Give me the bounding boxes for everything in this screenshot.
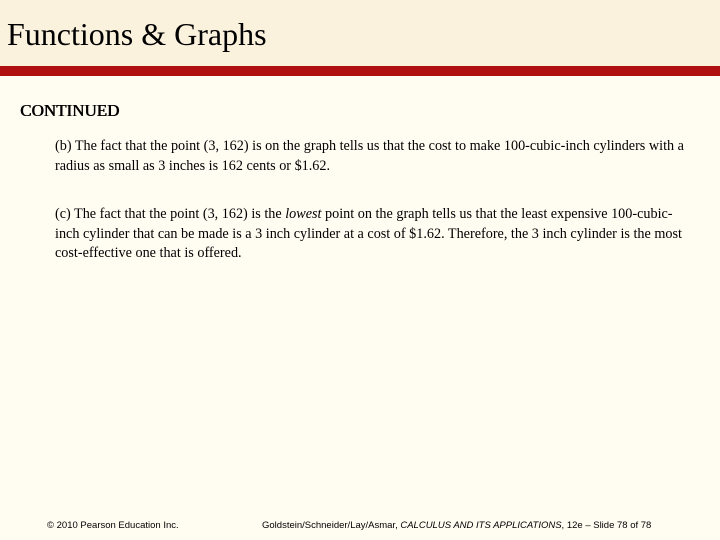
paragraph-b: (b) The fact that the point (3, 162) is on the graph tells us that the cost to make 100-cubic-inch cylinders with a radius as small as 3 inches is 162 cents or $1.62. [55, 138, 684, 174]
footer-book-title: CALCULUS AND ITS APPLICATIONS [400, 520, 562, 531]
paragraph-c [55, 205, 685, 264]
footer-copyright: © 2010 Pearson Education Inc. [47, 520, 179, 531]
footer-citation [262, 520, 651, 531]
accent-rule [0, 66, 720, 76]
section-heading: CONTINUED [20, 101, 120, 120]
footer-slide-number: , 12e – Slide 78 of 78 [561, 520, 652, 531]
paragraph-c-start: (c) The fact that the point (3, 162) is the [55, 206, 286, 222]
paragraph-c-end: point on the graph tells us that the least expensive 100-cubic-inch cylinder that can be made is a 3 inch cylinder at a cost of $1.62. Therefore, the 3 inch cylinder is the most cost-effective one that is offered. [55, 206, 682, 261]
slide-title: Functions & Graphs [7, 16, 267, 52]
footer-authors: Goldstein/Schneider/Lay/Asmar, [262, 520, 401, 531]
paragraph-c-emphasis: lowest [285, 206, 322, 222]
